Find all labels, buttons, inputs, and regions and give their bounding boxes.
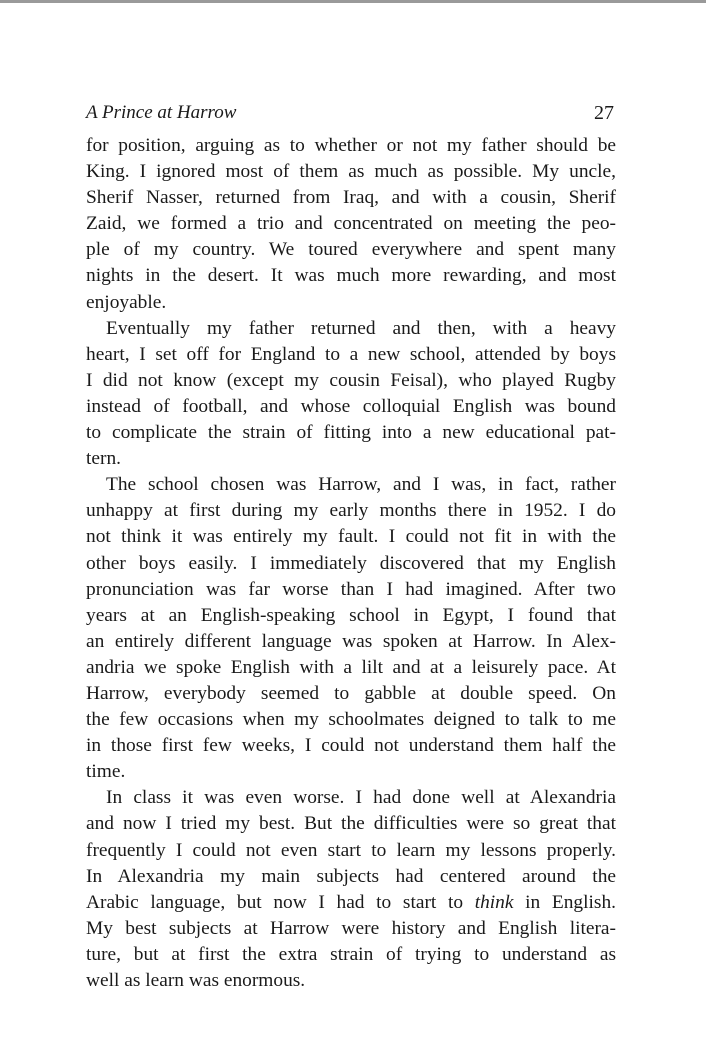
page-number: 27 [594,102,614,124]
text-line: unhappy at first during my early months there in 1952. I do [86,500,616,522]
text-line: King. I ignored most of them as much as possible. My uncle, [86,161,616,183]
text-line: other boys easily. I immediately discovered that my English [86,552,616,574]
text-line: Zaid, we formed a trio and concentrated on meeting the peo- [86,213,616,235]
text-line: Eventually my father returned and then, with a heavy [106,317,616,339]
text-line: In Alexandria my main subjects had centered around the [86,865,616,887]
text-line: heart, I set off for England to a new school, attended by boys [86,343,616,365]
paragraph-1 [86,133,616,316]
text-line: The school chosen was Harrow, and I was, in fact, rather [106,474,616,496]
text-line: Harrow, everybody seemed to gabble at double speed. On [86,682,616,704]
top-divider [0,0,706,3]
text-line: not think it was entirely my fault. I could not fit in with the [86,526,616,548]
running-title: A Prince at Harrow [86,102,237,123]
text-line-with-emphasis [86,890,616,916]
text-line: well as learn was enormous. [86,970,306,991]
text-line: and now I tried my best. But the difficulties were so great that [86,813,616,835]
text-line: years at an English-speaking school in Egypt, I found that [86,604,616,626]
text-line: an entirely different language was spoken at Harrow. In Alex- [86,630,616,652]
text-line: My best subjects at Harrow were history and English litera- [86,917,616,939]
text-line: andria we spoke English with a lilt and at a leisurely pace. At [86,656,616,678]
text-line: frequently I could not even start to learn my lessons properly. [86,839,616,861]
text-line: to complicate the strain of fitting into a new educational pat- [86,422,616,444]
paragraph-2 [86,316,616,473]
text-line: the few occasions when my schoolmates deigned to talk to me [86,709,616,731]
text-line: ple of my country. We toured everywhere and spent many [86,239,616,261]
text-line: tern. [86,448,121,470]
emphasized-word: think [474,891,514,913]
text-line-start: Arabic language, but now I had to start to [86,891,464,913]
text-line: In class it was even worse. I had done well at Alexandria [106,787,616,809]
text-line: in those first few weeks, I could not understand them half the [86,735,616,757]
text-line: instead of football, and whose colloquial English was bound [86,395,616,417]
text-line: for position, arguing as to whether or not my father should be [86,135,616,156]
text-line: I did not know (except my cousin Feisal), who played Rugby [86,369,616,391]
text-line: ture, but at first the extra strain of trying to understand as [86,943,616,965]
body-text [86,133,616,994]
text-line: nights in the desert. It was much more rewarding, and most [86,265,616,287]
page-header [86,102,614,128]
paragraph-3 [86,472,616,785]
text-line: pronunciation was far worse than I had imagined. After two [86,578,616,600]
text-line: enjoyable. [86,291,167,313]
paragraph-4 [86,785,616,994]
text-line: Sherif Nasser, returned from Iraq, and with a cousin, Sherif [86,187,616,209]
text-line-end: in English. [513,891,616,913]
text-line: time. [86,761,126,783]
